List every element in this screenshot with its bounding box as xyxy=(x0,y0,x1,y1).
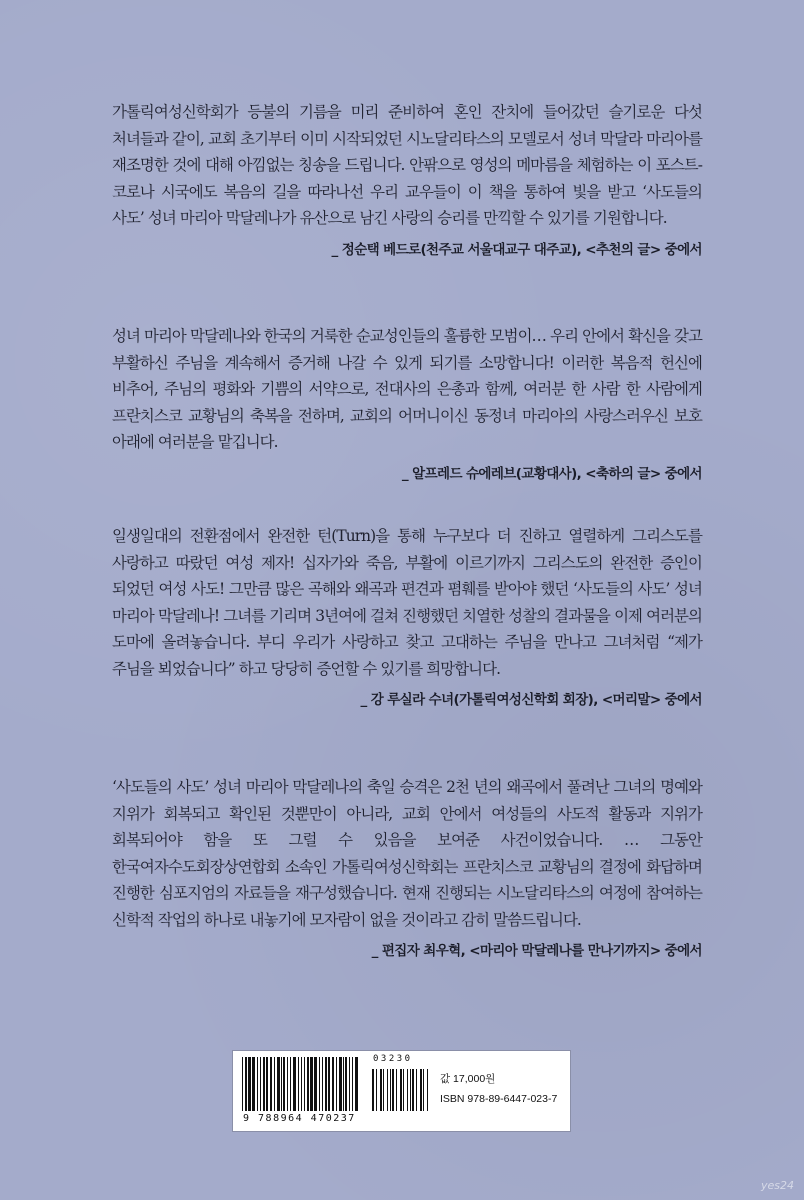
barcode-bars xyxy=(240,1057,430,1113)
endorsement-attribution: _ 정순택 베드로(천주교 서울대교구 대주교), <추천의 글> 중에서 xyxy=(331,241,702,258)
barcode-box xyxy=(232,1050,571,1132)
endorsement-text: 가톨릭여성신학회가 등불의 기름을 미리 준비하여 혼인 잔치에 들어갔던 슬기로운 다섯 처녀들과 같이, 교회 초기부터 이미 시작되었던 시노달리타스의 모델로서 성녀 막달라 마리아를 재조명한 것에 대해 아낌없는 칭송을 드립니다. 안팎으로 영성의 메마름을 체험하는 이 포스트-코로나 시국에도 복음의 길을 따라나선 우리 교우들이 이 책을 통하여 빛을 받고 ‘사도들의 사도’ 성녀 마리아 막달레나가 유산으로 남긴 사랑의 승리를 만끽할 수 있기를 기원합니다. xyxy=(112,103,702,227)
endorsement-attribution: _ 강 루실라 수녀(가톨릭여성신학회 회장), <머리말> 중에서 xyxy=(360,692,702,708)
endorsement-block-1 xyxy=(112,99,702,258)
barcode-icon xyxy=(240,1057,430,1113)
endorsement-attribution: _ 알프레드 슈에레브(교황대사), <축하의 글> 중에서 xyxy=(401,465,702,482)
isbn-label: ISBN 978-89-6447-023-7 xyxy=(440,1093,558,1105)
endorsement-attribution: _ 편집자 최우혁, <마리아 막달레나를 만나기까지> 중에서 xyxy=(371,943,702,959)
endorsement-text: 성녀 마리아 막달레나와 한국의 거룩한 순교성인들의 훌륭한 모범이… 우리 안에서 확신을 갖고 부활하신 주님을 계속해서 증거해 나갈 수 있게 되기를 소망합니다! 이러한 복음적 헌신에 비추어, 주님의 평화와 기쁨의 서약으로, 전대사의 은총과 함께, 여러분 한 사람 한 사람에게 프란치스코 교황님의 축복을 전하며, 교회의 어머니이신 동정녀 마리아의 사랑스러우신 보호 아래에 여러분을 맡깁니다. xyxy=(112,327,702,451)
endorsement-text: 일생일대의 전환점에서 완전한 턴(Turn)을 통해 누구보다 더 진하고 열렬하게 그리스도를 사랑하고 따랐던 여성 제자! 십자가와 죽음, 부활에 이르기까지 그리스도의 완전한 증인이 되었던 여성 사도! 그만큼 많은 곡해와 왜곡과 편견과 폄훼를 받아야 했던 ‘사도들의 사도’ 성녀 마리아 막달레나! 그녀를 기리며 3년여에 걸쳐 진행했던 치열한 성찰의 결과물을 이제 여러분의 도마에 올려놓습니다. 부디 우리가 사랑하고 찾고 고대하는 주님을 만나고 그녀처럼 “제가 주님을 뵈었습니다” 하고 당당히 증언할 수 있기를 희망합니다. xyxy=(112,527,702,678)
price-info xyxy=(440,1069,557,1109)
barcode-addon-digits: 03230 xyxy=(373,1054,413,1064)
endorsement-block-4 xyxy=(112,774,702,959)
watermark-logo: yes24 xyxy=(760,1179,794,1192)
price-label: 값 17,000원 xyxy=(440,1073,496,1085)
endorsement-text: ‘사도들의 사도’ 성녀 마리아 막달레나의 축일 승격은 2천 년의 왜곡에서 풀려난 그녀의 명예와 지위가 회복되고 확인된 것뿐만이 아니라, 교회 안에서 여성들의 사도적 활동과 지위가 회복되어야 함을 또 그럴 수 있음을 보여준 사건이었습니다. … 그동안 한국여자수도회장상연합회 소속인 가톨릭여성신학회는 프란치스코 교황님의 결정에 화답하며 진행한 심포지엄의 자료들을 재구성했습니다. 현재 진행되는 시노달리타스의 여정에 참여하는 신학적 작업의 하나로 내놓기에 모자람이 없을 것이라고 감히 말씀드립니다. xyxy=(112,778,702,929)
endorsement-block-2 xyxy=(112,323,702,482)
barcode-isbn-digits: 9 788964 470237 xyxy=(243,1113,356,1124)
endorsement-block-3 xyxy=(112,523,702,708)
